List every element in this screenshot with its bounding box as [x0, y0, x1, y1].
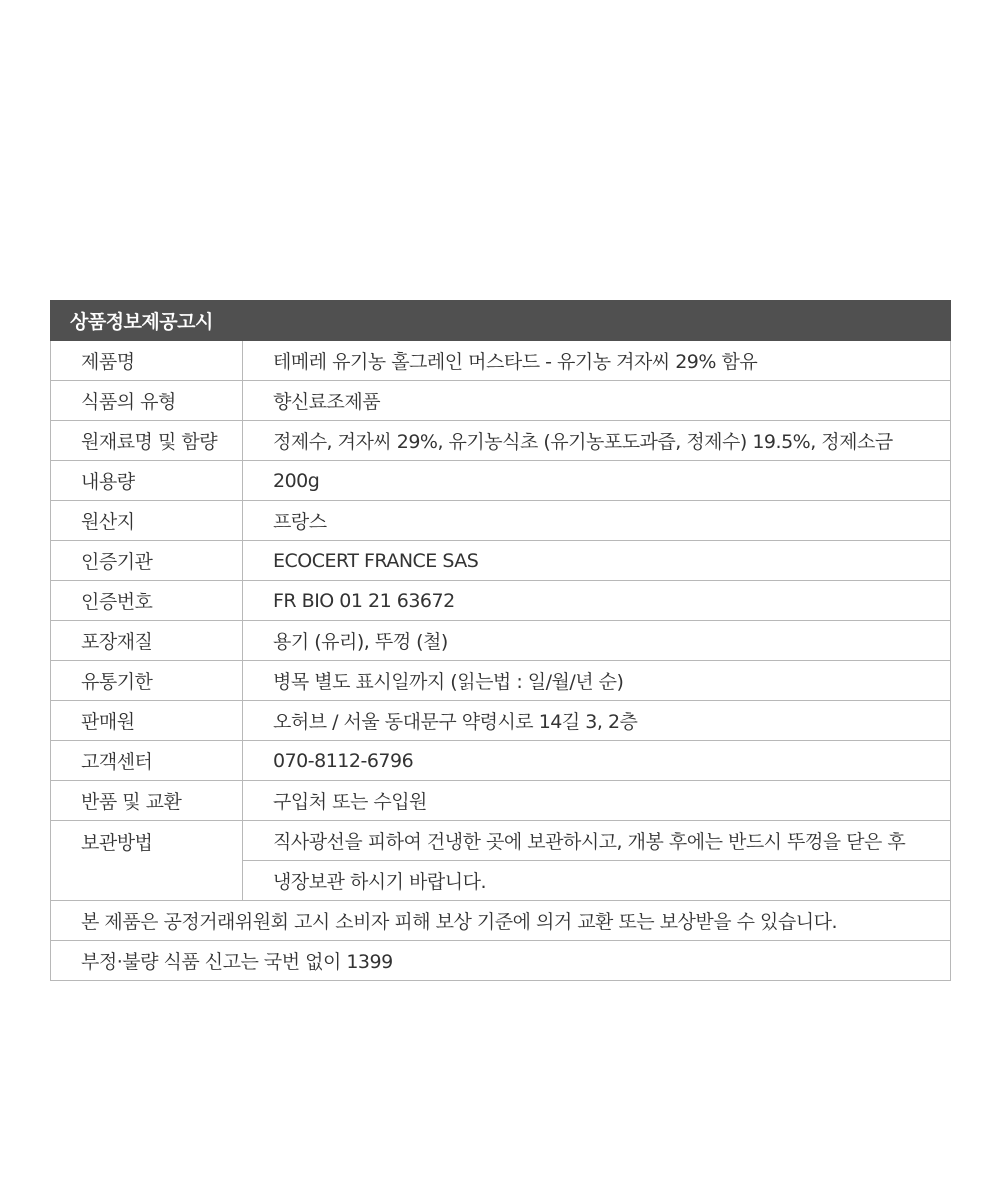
table-row — [51, 421, 951, 461]
row-value: 구입처 또는 수입원 — [243, 781, 951, 821]
row-label: 제품명 — [51, 341, 243, 381]
report-hotline-note: 부정·불량 식품 신고는 국번 없이 1399 — [51, 941, 951, 981]
row-label: 인증번호 — [51, 581, 243, 621]
table-row — [51, 461, 951, 501]
row-value: 프랑스 — [243, 501, 951, 541]
row-label: 유통기한 — [51, 661, 243, 701]
row-value: ECOCERT FRANCE SAS — [243, 541, 951, 581]
row-value: FR BIO 01 21 63672 — [243, 581, 951, 621]
row-value: 향신료조제품 — [243, 381, 951, 421]
storage-label: 보관방법 — [51, 821, 243, 901]
table-row — [51, 581, 951, 621]
storage-value-line2: 냉장보관 하시기 바랍니다. — [243, 861, 951, 901]
row-value: 070-8112-6796 — [243, 741, 951, 781]
table-row — [51, 541, 951, 581]
table-row — [51, 381, 951, 421]
row-value: 테메레 유기농 홀그레인 머스타드 - 유기농 겨자씨 29% 함유 — [243, 341, 951, 381]
row-label: 식품의 유형 — [51, 381, 243, 421]
row-label: 반품 및 교환 — [51, 781, 243, 821]
row-value: 병목 별도 표시일까지 (읽는법 : 일/월/년 순) — [243, 661, 951, 701]
table-row — [51, 741, 951, 781]
product-info-table — [50, 300, 951, 981]
row-label: 판매원 — [51, 701, 243, 741]
table-row — [51, 781, 951, 821]
table-row — [51, 621, 951, 661]
table-header-row — [51, 301, 951, 341]
compensation-note: 본 제품은 공정거래위원회 고시 소비자 피해 보상 기준에 의거 교환 또는 보상받을 수 있습니다. — [51, 901, 951, 941]
storage-row — [51, 821, 951, 861]
row-label: 원산지 — [51, 501, 243, 541]
table-row — [51, 501, 951, 541]
row-label: 고객센터 — [51, 741, 243, 781]
row-label: 포장재질 — [51, 621, 243, 661]
row-value: 오허브 / 서울 동대문구 약령시로 14길 3, 2층 — [243, 701, 951, 741]
row-label: 내용량 — [51, 461, 243, 501]
table-row — [51, 341, 951, 381]
table-row — [51, 661, 951, 701]
row-label: 원재료명 및 함량 — [51, 421, 243, 461]
row-value: 200g — [243, 461, 951, 501]
footer-note-row — [51, 941, 951, 981]
storage-value-line1: 직사광선을 피하여 건냉한 곳에 보관하시고, 개봉 후에는 반드시 뚜껑을 닫은 후 — [243, 821, 951, 861]
row-value: 용기 (유리), 뚜껑 (철) — [243, 621, 951, 661]
row-label: 인증기관 — [51, 541, 243, 581]
table-row — [51, 701, 951, 741]
row-value: 정제수, 겨자씨 29%, 유기농식초 (유기농포도과즙, 정제수) 19.5%, 정제소금 — [243, 421, 951, 461]
footer-note-row — [51, 901, 951, 941]
table-title: 상품정보제공고시 — [51, 301, 951, 341]
